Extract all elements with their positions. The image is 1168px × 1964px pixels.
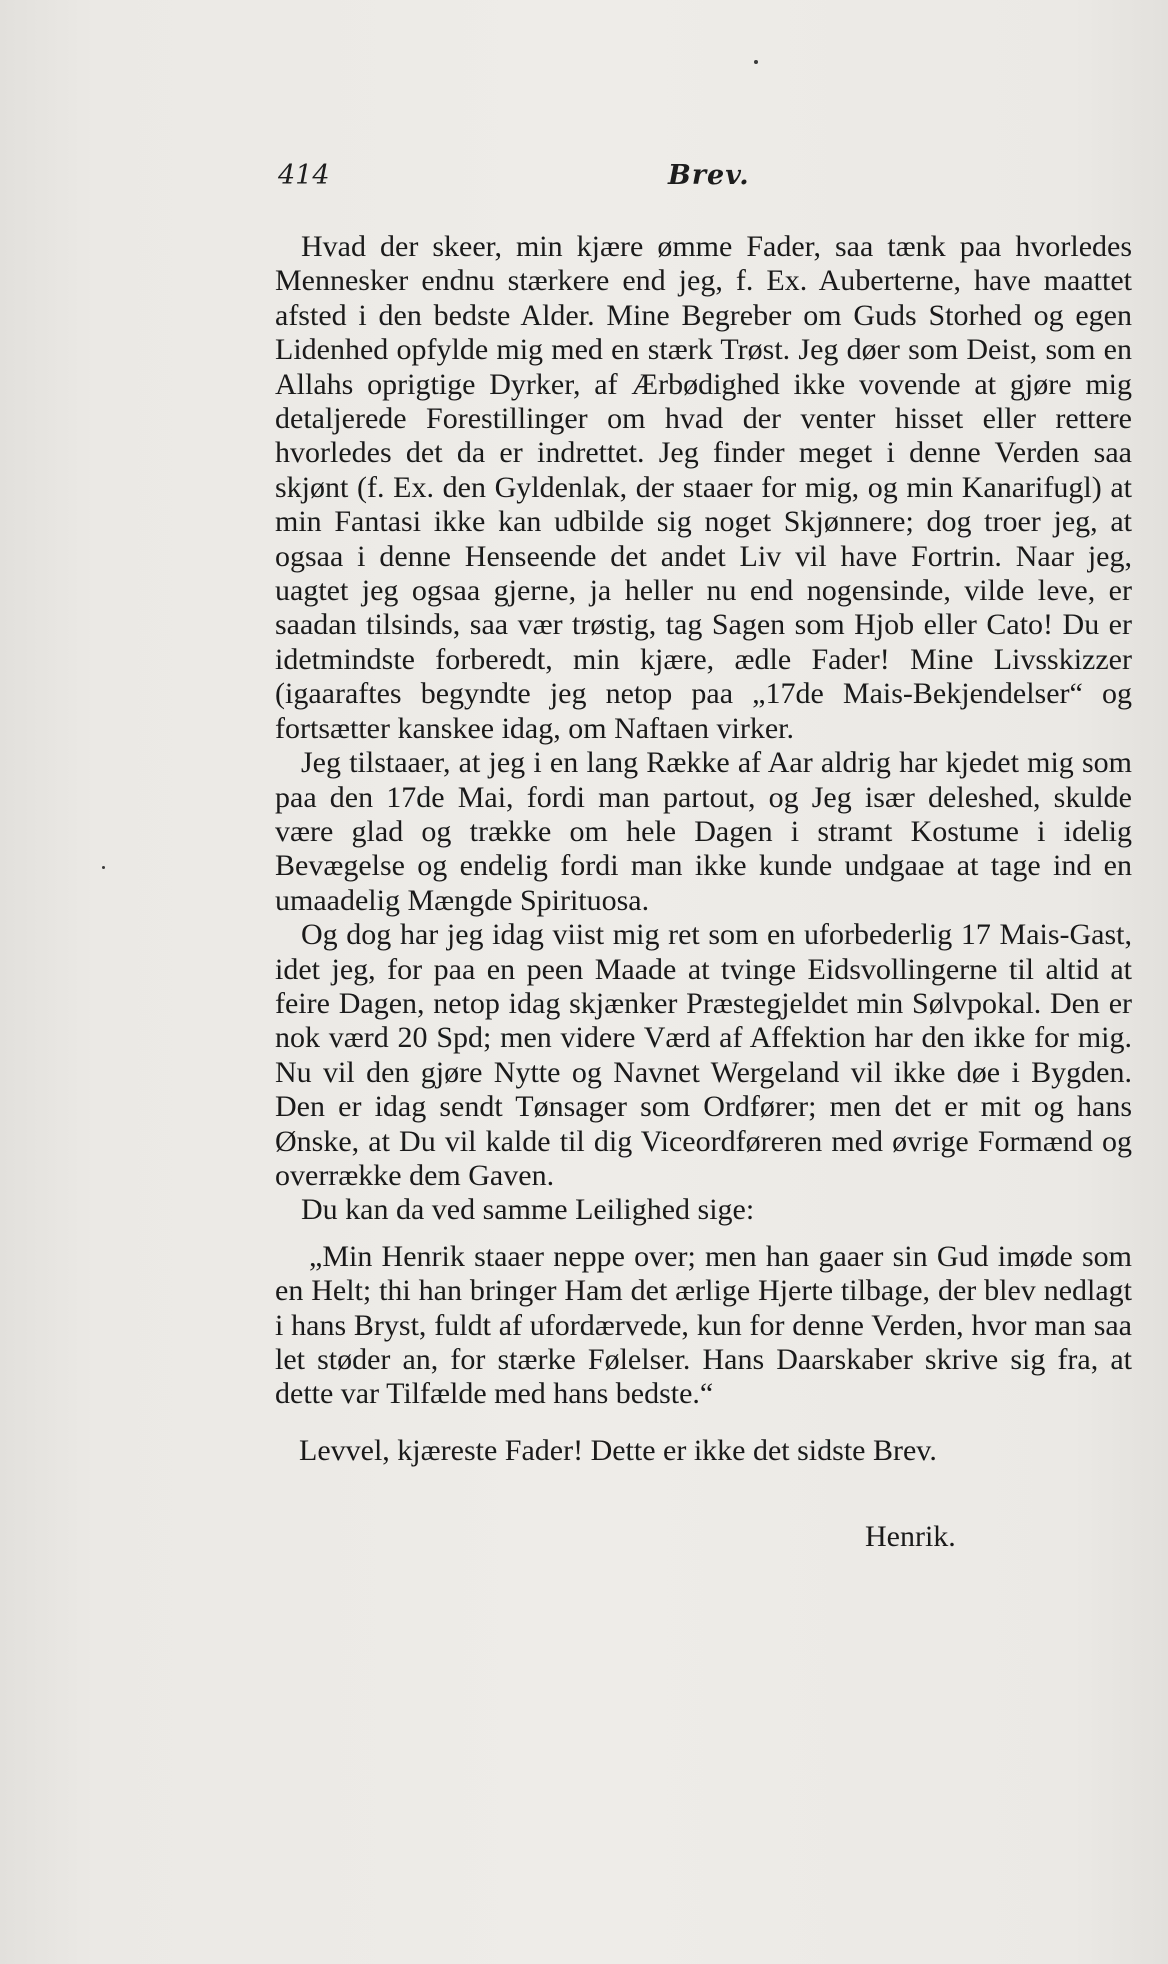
paragraph: Jeg tilstaaer, at jeg i en lang Række af Aar aldrig har kjedet mig som paa den 17de Mai, fordi man partout, og Jeg især deleshed, skulde være glad og trække om hele Dagen i stramt Kostume i idelig Bevægelse og endelig fordi man ikke kunde undgaae at tage ind en umaadelig Mængde Spirituosa. xyxy=(275,746,1132,917)
page-number: 414 xyxy=(278,160,330,191)
letter-body xyxy=(275,230,1132,1468)
paper-speck xyxy=(102,866,105,869)
paper-speck xyxy=(754,60,758,64)
paragraph: Og dog har jeg idag viist mig ret som en uforbederlig 17 Mais-Gast, idet jeg, for paa en peen Maade at tvinge Eidsvollingerne til altid at feire Dagen, netop idag skjænker Præstegjeldet min Sølvpokal. Den er nok værd 20 Spd; men videre Værd af Affektion har den ikke for mig. Nu vil den gjøre Nytte og Navnet Wergeland vil ikke døe i Bygden. Den er idag sendt Tønsager som Ordfører; men det er mit og hans Ønske, at Du vil kalde til dig Viceordføreren med øvrige Formænd og overrække dem Gaven. xyxy=(275,918,1132,1192)
quoted-message: „Min Henrik staaer neppe over; men han gaaer sin Gud imøde som en Helt; thi han bringer Ham det ærlige Hjerte tilbage, der blev nedlagt i hans Bryst, fuldt af ufordærvede, kun for denne Verden, hvor man saa let støder an, for stærke Følelser. Hans Daarskaber skrive sig fra, at dette var Tilfælde med hans bedste.“ xyxy=(275,1239,1132,1411)
paragraph: Hvad der skeer, min kjære ømme Fader, saa tænk paa hvorledes Mennesker endnu stærkere end jeg, f. Ex. Auberterne, have maattet afsted i den bedste Alder. Mine Begreber om Guds Storhed og egen Lidenhed opfylde mig med en stærk Trøst. Jeg døer som Deist, som en Allahs oprigtige Dyrker, af Ærbødighed ikke vovende at gjøre mig detaljerede Forestillinger om hvad der venter hisset eller rettere hvorledes det da er indrettet. Jeg finder meget i denne Verden saa skjønt (f. Ex. den Gyldenlak, der staaer for mig, og min Kanarifugl) at min Fantasi ikke kan udbilde sig noget Skjønnere; dog troer jeg, at ogsaa i denne Henseende det andet Liv vil have Fortrin. Naar jeg, uagtet jeg ogsaa gjerne, ja heller nu end nogensinde, vilde leve, er saadan tilsinds, saa vær trøstig, tag Sagen som Hjob eller Cato! Du er idetmindste forberedt, min kjære, ædle Fader! Mine Livsskizzer (igaaraftes begyndte jeg netop paa „17de Mais-Bekjendelser“ og fortsætter kanskee idag, om Naftaen virker. xyxy=(275,230,1132,745)
paragraph: Du kan da ved samme Leilighed sige: xyxy=(301,1193,755,1227)
page-header xyxy=(278,160,1134,200)
signature: Henrik. xyxy=(865,1520,956,1553)
running-title: Brev. xyxy=(668,160,750,191)
farewell-line: Levvel, kjæreste Fader! Dette er ikke det sidste Brev. xyxy=(299,1433,937,1467)
